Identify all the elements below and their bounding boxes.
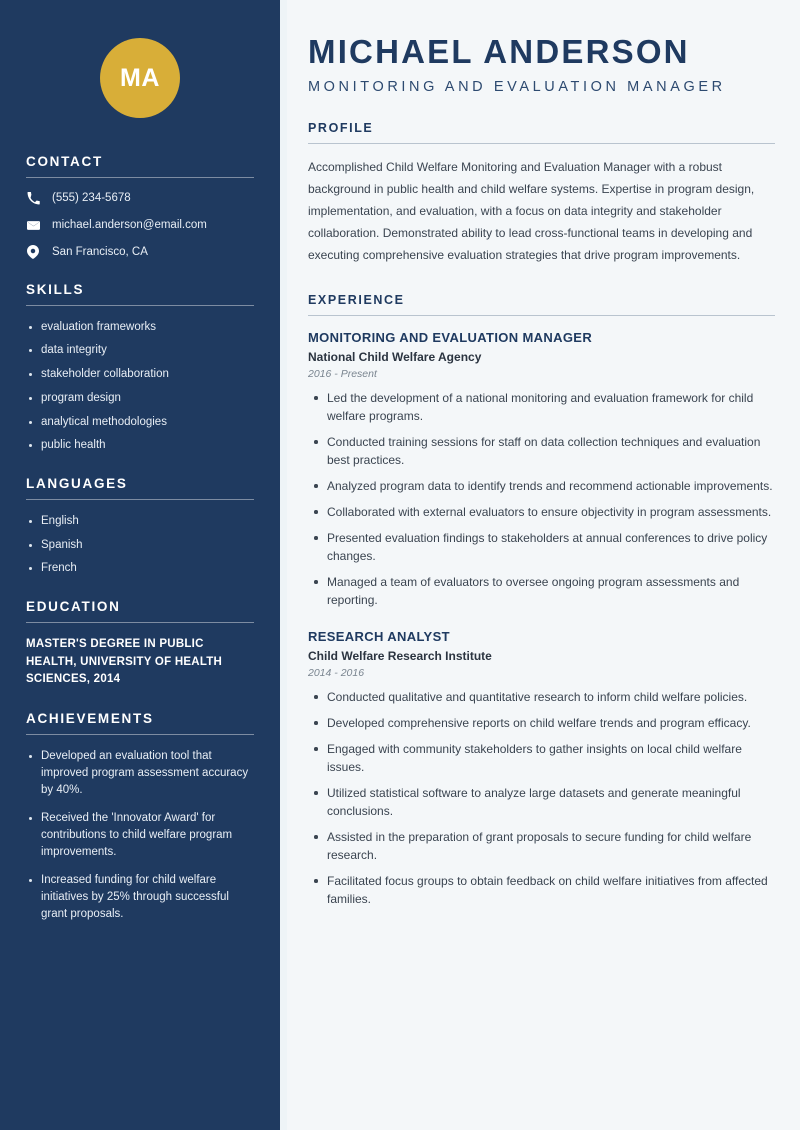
sidebar-divider: [280, 0, 287, 1130]
experience-dates: 2014 - 2016: [308, 667, 365, 680]
list-item: analytical methodologies: [26, 414, 254, 431]
experience-bullets: [308, 389, 775, 609]
sidebar-heading-contact: CONTACT: [26, 154, 103, 169]
main-heading-experience: EXPERIENCE: [308, 293, 405, 308]
list-item: evaluation frameworks: [26, 319, 254, 336]
sidebar-rule-languages: [26, 499, 254, 500]
experience-company: National Child Welfare Agency: [308, 350, 482, 365]
list-item: Developed an evaluation tool that improved program assessment accuracy by 40%.: [26, 748, 254, 798]
achievements-list: [26, 748, 254, 922]
list-item: Increased funding for child welfare initiatives by 25% through successful grant proposals.: [26, 872, 254, 922]
list-item: Analyzed program data to identify trends and recommend actionable improvements.: [308, 477, 775, 495]
list-item: Utilized statistical software to analyze large datasets and generate meaningful conclusions.: [308, 784, 775, 820]
contact-value-phone: (555) 234-5678: [52, 192, 131, 204]
experience-entry: [308, 330, 775, 609]
contact-value-email: michael.anderson@email.com: [52, 218, 207, 231]
email-icon: [26, 218, 40, 232]
list-item: Developed comprehensive reports on child welfare trends and program efficacy.: [308, 714, 775, 732]
sidebar-heading-skills: SKILLS: [26, 281, 85, 297]
sidebar-section-languages: [26, 476, 254, 577]
sidebar-section-contact: [26, 154, 254, 260]
list-item: Collaborated with external evaluators to ensure objectivity in program assessments.: [308, 503, 775, 521]
sidebar-rule-education: [26, 622, 254, 623]
experience-bullets: [308, 688, 775, 908]
main-content: [280, 0, 800, 1130]
avatar-container: [26, 0, 254, 154]
list-item: program design: [26, 390, 254, 407]
experience-role: MONITORING AND EVALUATION MANAGER: [308, 330, 593, 346]
list-item: English: [26, 513, 254, 530]
list-item: Engaged with community stakeholders to gather insights on local child welfare issues.: [308, 740, 775, 776]
skills-list: [26, 319, 254, 454]
experience-role: RESEARCH ANALYST: [308, 629, 450, 645]
list-item: Assisted in the preparation of grant proposals to secure funding for child welfare research.: [308, 828, 775, 864]
list-item: Conducted qualitative and quantitative research to inform child welfare policies.: [308, 688, 775, 706]
phone-icon: [26, 191, 40, 205]
list-item: Presented evaluation findings to stakeholders at annual conferences to drive policy changes.: [308, 529, 775, 565]
contact-item-email[interactable]: [26, 218, 254, 233]
education-entry: MASTER'S DEGREE IN PUBLIC HEALTH, UNIVERSITY OF HEALTH SCIENCES, 2014: [26, 637, 223, 686]
list-item: stakeholder collaboration: [26, 366, 254, 383]
avatar: MA: [100, 38, 180, 118]
header-job-title: MONITORING AND EVALUATION MANAGER: [308, 79, 726, 96]
contact-item-location[interactable]: [26, 245, 254, 260]
list-item: Facilitated focus groups to obtain feedback on child welfare initiatives from affected families.: [308, 872, 775, 908]
list-item: Received the 'Innovator Award' for contributions to child welfare program improvements.: [26, 810, 254, 860]
languages-list: [26, 513, 254, 577]
experience-entry: [308, 629, 775, 908]
list-item: public health: [26, 437, 254, 454]
list-item: French: [26, 560, 254, 577]
sidebar-section-education: [26, 599, 254, 689]
list-item: Led the development of a national monitoring and evaluation framework for child welfare programs.: [308, 389, 775, 425]
main-heading-profile: PROFILE: [308, 121, 374, 136]
list-item: data integrity: [26, 342, 254, 359]
list-item: Managed a team of evaluators to oversee ongoing program assessments and reporting.: [308, 573, 775, 609]
experience-company: Child Welfare Research Institute: [308, 649, 492, 664]
main-rule-experience: [308, 315, 775, 316]
sidebar-heading-achievements: ACHIEVEMENTS: [26, 711, 154, 727]
main-section-profile: [308, 121, 775, 267]
sidebar-heading-languages: LANGUAGES: [26, 475, 128, 491]
sidebar-heading-education: EDUCATION: [26, 598, 121, 614]
contact-value-location: San Francisco, CA: [52, 245, 148, 258]
sidebar-section-achievements: [26, 711, 254, 922]
contact-item-phone[interactable]: [26, 191, 254, 206]
sidebar-rule-contact: [26, 177, 254, 178]
location-pin-icon: [26, 245, 40, 259]
sidebar-section-skills: [26, 282, 254, 454]
experience-dates: 2016 - Present: [308, 368, 377, 381]
sidebar: [0, 0, 280, 1130]
list-item: Conducted training sessions for staff on data collection techniques and evaluation best practices.: [308, 433, 775, 469]
main-rule-profile: [308, 143, 775, 144]
contact-list: [26, 191, 254, 260]
sidebar-rule-skills: [26, 305, 254, 306]
main-section-experience: [308, 293, 775, 908]
list-item: Spanish: [26, 537, 254, 554]
profile-text: Accomplished Child Welfare Monitoring and Evaluation Manager with a robust background in public health and child welfare systems. Expertise in program design, implementation, and evaluation, with a focus on data integrity and stakeholder collaboration. Demonstrated ability to lead cross-functional teams in developing and executing comprehensive evaluation strategies that drive program improvements.: [308, 160, 755, 263]
sidebar-rule-achievements: [26, 734, 254, 735]
page-title: MICHAEL ANDERSON: [308, 33, 690, 70]
